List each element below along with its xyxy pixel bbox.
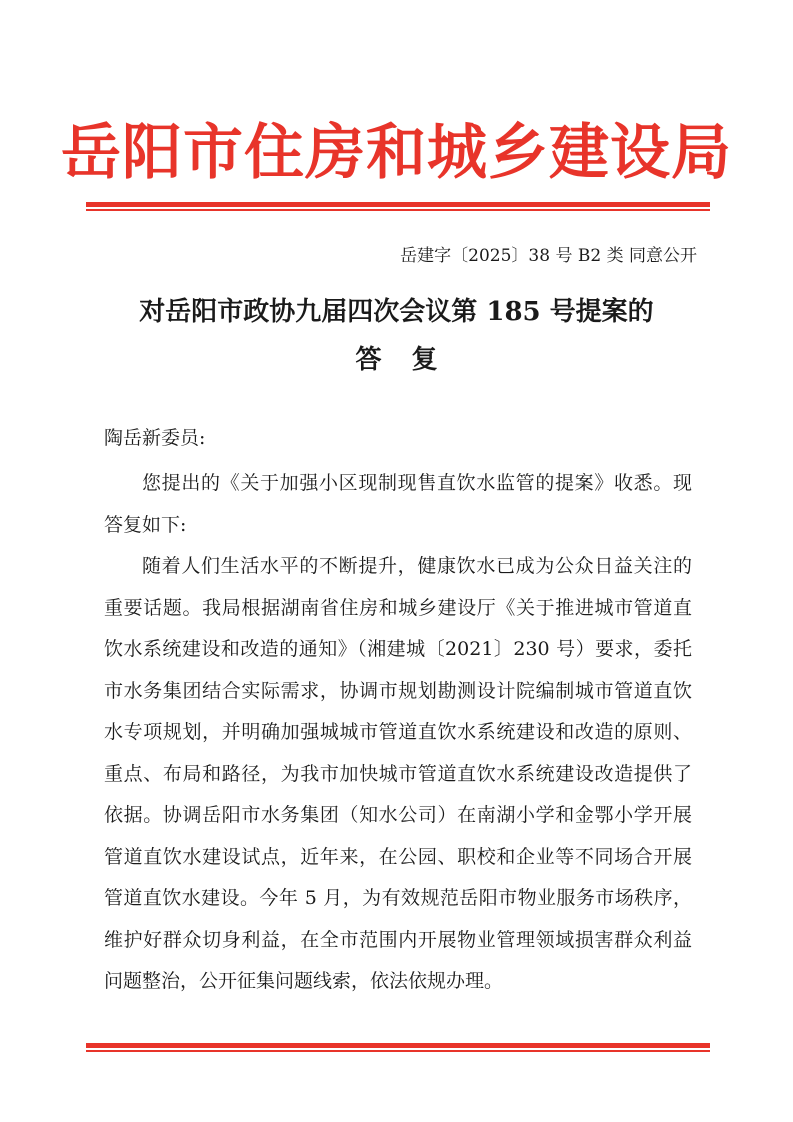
document-number: 岳建字〔2025〕38 号 B2 类 同意公开 [400,246,697,266]
body-paragraph-1: 您提出的《关于加强小区现制现售直饮水监管的提案》收悉。现答复如下: [104,472,692,536]
document-title-line-2: 答复 [355,345,468,375]
document-body [104,463,692,1003]
footer-divider [86,1043,710,1052]
body-paragraph-2: 随着人们生活水平的不断提升，健康饮水已成为公众日益关注的重要话题。我局根据湖南省住房和城乡建设厅《关于推进城市管道直饮水系统建设和改造的通知》（湘建城〔2021〕230 号）要求，委托市水务集团结合实际需求，协调市规划勘测设计院编制城市管道直饮水专项规划，并明确加强城城市管道直饮水系统建设和改造的原则、重点、布局和路径，为我市加快城市管道直饮水系统建设改造提供了依据。协调岳阳市水务集团（知水公司）在南湖小学和金鄂小学开展管道直饮水建设试点，近年来，在公园、职校和企业等不同场合开展管道直饮水建设。今年 5 月，为有效规范岳阳市物业服务市场秩序，维护好群众切身利益，在全市范围内开展物业管理领域损害群众利益问题整治，公开征集问题线索，依法依规办理。 [104,555,692,992]
org-letterhead-title: 岳阳市住房和城乡建设局 [61,118,732,188]
letterhead-divider-top [86,202,710,211]
document-title-line-1: 对岳阳市政协九届四次会议第 185 号提案的 [139,297,654,327]
salutation: 陶岳新委员: [104,427,206,449]
